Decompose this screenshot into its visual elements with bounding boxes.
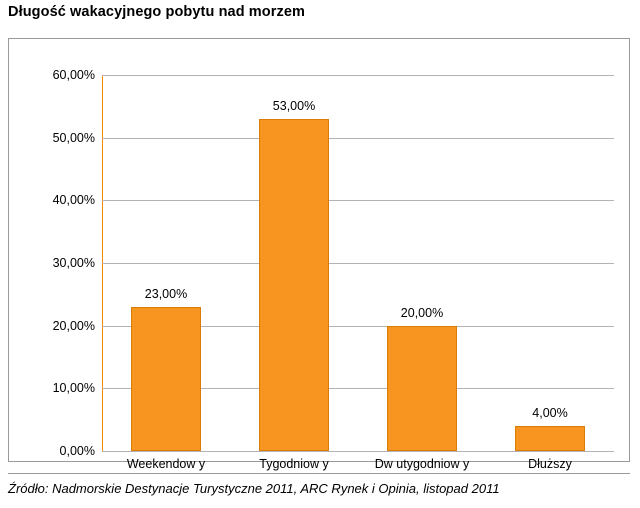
plot-area: [102, 75, 614, 451]
page-title: Długość wakacyjnego pobytu nad morzem: [8, 4, 305, 20]
bar-slot: [230, 75, 358, 451]
x-axis-tick-label: Dłuższy: [528, 457, 572, 471]
gridline: [102, 451, 614, 452]
bar-value-label: 4,00%: [532, 405, 568, 420]
y-axis-tick-label: 50,00%: [52, 130, 95, 145]
x-axis-tick-label: Weekendow y: [126, 457, 206, 471]
bar-value-label: 53,00%: [272, 98, 316, 113]
bar-slot: [102, 75, 230, 451]
bar-value-label: 23,00%: [144, 286, 188, 301]
bar-value-label: 20,00%: [400, 305, 444, 320]
y-axis-tick-label: 60,00%: [52, 68, 95, 82]
source-note: Źródło: Nadmorskie Destynacje Turystyczne 2011, ARC Rynek i Opinia, listopad 2011: [8, 481, 500, 496]
bar-slot: [486, 75, 614, 451]
bar-slot: [358, 75, 486, 451]
chart-frame: [8, 38, 630, 471]
x-axis-tick-labels: [102, 457, 614, 481]
y-axis-tick-label: 10,00%: [52, 381, 95, 396]
x-axis-tick-label: Dw utygodniow y: [374, 457, 470, 471]
bar[interactable]: [387, 326, 457, 451]
bar[interactable]: [259, 119, 329, 451]
y-axis-tick-label: 0,00%: [59, 444, 95, 458]
source-divider: [8, 473, 630, 474]
y-axis-tick-label: 20,00%: [52, 318, 95, 333]
bar[interactable]: [515, 426, 585, 451]
y-axis-tick-labels: [9, 68, 95, 458]
bar[interactable]: [131, 307, 201, 451]
x-axis-tick-label: Tygodniow y: [259, 457, 329, 471]
y-axis-tick-label: 40,00%: [52, 193, 95, 208]
y-axis-tick-label: 30,00%: [52, 256, 95, 270]
